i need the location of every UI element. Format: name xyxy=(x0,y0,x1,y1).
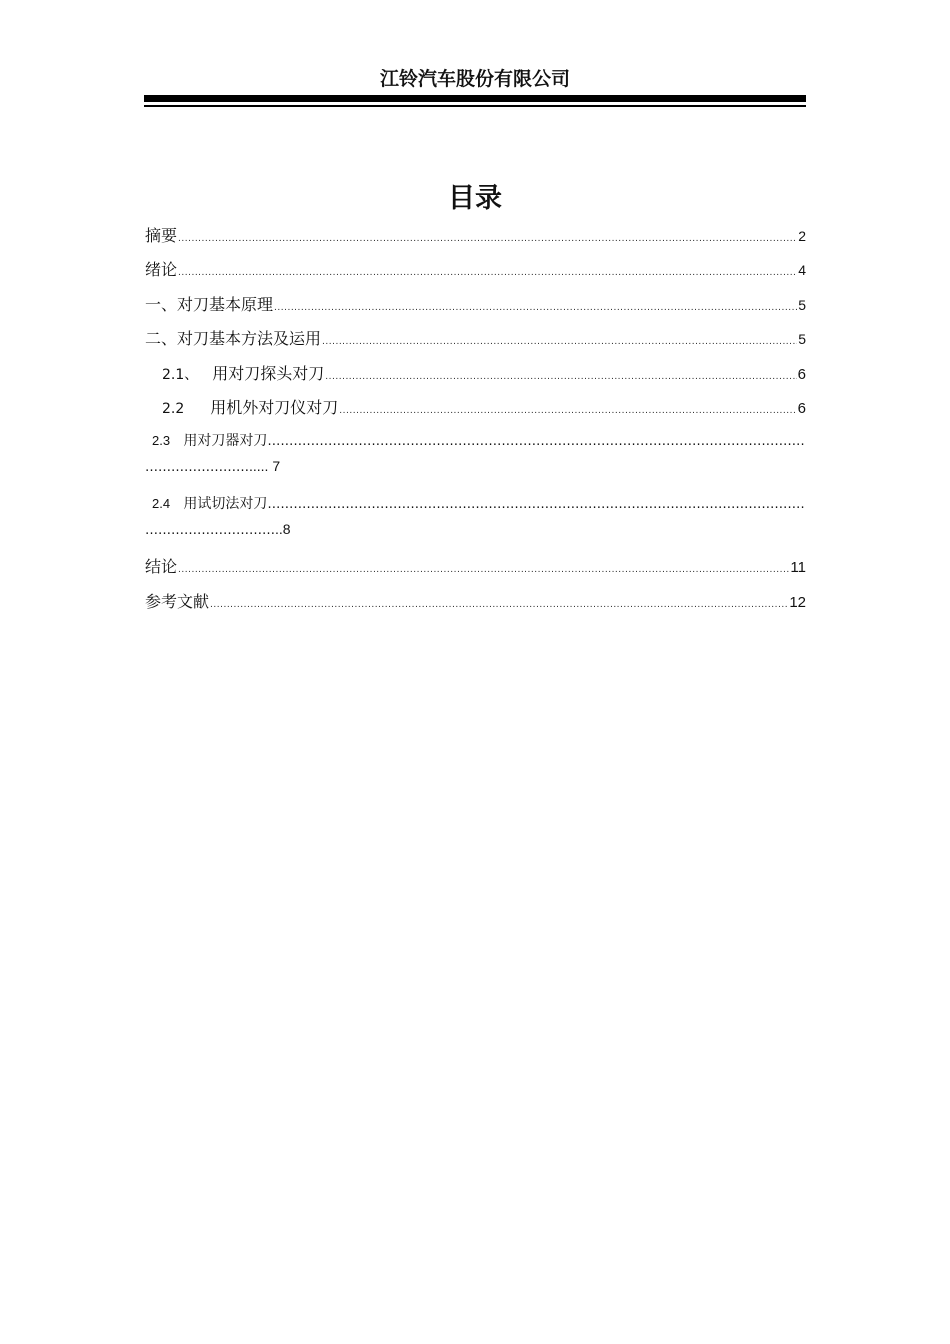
toc-leader xyxy=(322,337,797,347)
toc-entry-label: 二、对刀基本方法及运用 xyxy=(145,329,322,348)
toc-entry-introduction[interactable] xyxy=(145,257,806,281)
toc-page-number: 11 xyxy=(790,559,806,576)
toc-entry-label: 用对刀器对刀 xyxy=(183,433,268,449)
toc-page-number: 2 xyxy=(798,228,806,244)
toc-entry-chapter-2[interactable] xyxy=(145,326,806,350)
toc-section-number: 2.1、 xyxy=(162,367,199,383)
toc-entry-label: 用机外对刀仪对刀 xyxy=(210,398,339,417)
toc-section-number: 2.3 xyxy=(152,433,171,448)
toc-entry-label: 摘要 xyxy=(145,226,178,245)
toc-entry-abstract[interactable] xyxy=(145,223,806,247)
toc-entry-label: 一、对刀基本原理 xyxy=(145,295,274,314)
toc-entry-section-2-4[interactable] xyxy=(145,493,806,543)
toc-leader-continued: …………………… xyxy=(145,460,249,475)
toc-page-number: 4 xyxy=(798,262,806,278)
toc-leader xyxy=(178,234,797,244)
toc-leader xyxy=(339,406,796,416)
toc-entry-chapter-1[interactable] xyxy=(145,292,806,316)
toc-page-number: 5 xyxy=(798,331,806,347)
toc-page-number: ..... 7 xyxy=(249,458,281,474)
toc-section-number: 2.2 xyxy=(162,401,185,417)
toc-entry-label: 用试切法对刀 xyxy=(183,496,268,512)
toc-entry-section-2-2[interactable] xyxy=(162,395,806,419)
header-rule-thick xyxy=(144,95,806,102)
toc-leader xyxy=(267,497,806,512)
toc-leader xyxy=(178,268,797,278)
toc-entry-section-2-3[interactable] xyxy=(145,430,806,480)
toc-leader xyxy=(325,372,796,382)
toc-entry-conclusion[interactable] xyxy=(145,554,806,578)
toc-leader-continued: ………………………… xyxy=(145,523,275,538)
toc-title: 目录 xyxy=(448,183,502,214)
toc-leader xyxy=(210,600,788,610)
toc-entry-references[interactable] xyxy=(145,589,806,613)
toc-leader xyxy=(267,434,806,449)
toc-entry-section-2-1[interactable] xyxy=(162,361,806,385)
toc-entry-label: 参考文献 xyxy=(145,592,210,611)
toc-leader xyxy=(178,565,789,575)
header-company-name: 江铃汽车股份有限公司 xyxy=(379,68,570,90)
toc-section-number: 2.4 xyxy=(152,496,171,511)
toc-entry-label: 结论 xyxy=(145,557,178,576)
toc-page-number: 6 xyxy=(797,400,806,417)
toc-leader xyxy=(274,303,797,313)
toc-entry-label: 绪论 xyxy=(145,260,178,279)
toc-page-number: ..8 xyxy=(275,521,291,537)
toc-entry-label: 用对刀探头对刀 xyxy=(212,364,325,383)
toc-page-number: 12 xyxy=(789,594,806,611)
header-rule-thin xyxy=(144,105,806,107)
toc-page-number: 6 xyxy=(797,366,806,383)
toc-page-number: 5 xyxy=(798,297,806,313)
